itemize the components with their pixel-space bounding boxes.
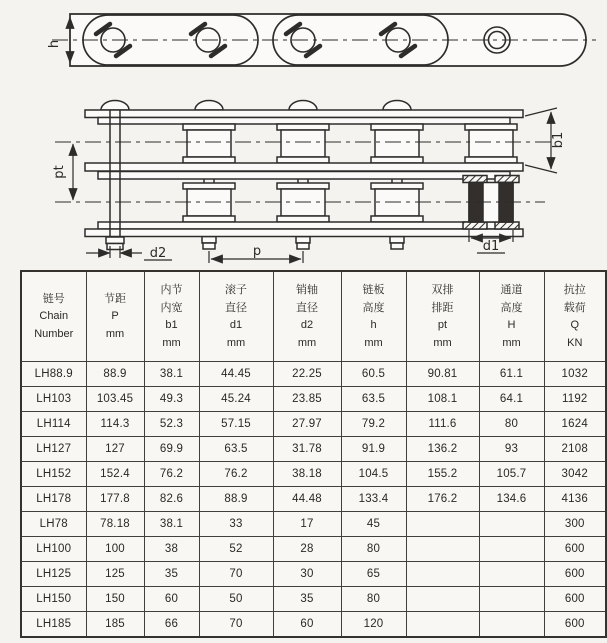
top-plates	[85, 110, 523, 124]
table-cell: 35	[273, 587, 341, 612]
table-cell: 176.2	[406, 487, 479, 512]
table-cell: LH88.9	[21, 362, 86, 387]
table-cell: 93	[479, 437, 544, 462]
table-cell: 70	[199, 612, 273, 638]
column-header: 双排 排距 pt mm	[406, 271, 479, 362]
table-cell: 50	[199, 587, 273, 612]
table-cell: 3042	[544, 462, 606, 487]
table-cell: 49.3	[144, 387, 199, 412]
table-cell	[406, 587, 479, 612]
pin-heads	[101, 101, 411, 111]
table-cell: 100	[86, 537, 144, 562]
table-cell: 52.3	[144, 412, 199, 437]
plan-view-diagram	[52, 101, 566, 264]
table-cell: 80	[479, 412, 544, 437]
table-cell: 155.2	[406, 462, 479, 487]
table-cell: 600	[544, 587, 606, 612]
table-row	[21, 362, 606, 387]
table-cell: 120	[341, 612, 406, 638]
column-header: 节距 P mm	[86, 271, 144, 362]
d2-dim-label: d2	[149, 246, 167, 261]
table-cell: 38	[144, 537, 199, 562]
b1-dim-label: b1	[551, 131, 566, 149]
table-cell: LH114	[21, 412, 86, 437]
table-cell: 2108	[544, 437, 606, 462]
table-row	[21, 387, 606, 412]
table-cell: 88.9	[86, 362, 144, 387]
table-row	[21, 462, 606, 487]
table-cell: 185	[86, 612, 144, 638]
table-cell: 80	[341, 537, 406, 562]
table-cell: 136.2	[406, 437, 479, 462]
table-cell	[479, 512, 544, 537]
bottom-plates	[85, 222, 523, 237]
table-cell: 114.3	[86, 412, 144, 437]
table-cell: 45.24	[199, 387, 273, 412]
table-cell: 65	[341, 562, 406, 587]
column-header: 内节 内宽 b1 mm	[144, 271, 199, 362]
table-cell: LH78	[21, 512, 86, 537]
table-cell: 38.18	[273, 462, 341, 487]
table-cell	[406, 537, 479, 562]
table-cell: 105.7	[479, 462, 544, 487]
table-cell: 17	[273, 512, 341, 537]
table-cell: 44.48	[273, 487, 341, 512]
column-header: 通道 高度 H mm	[479, 271, 544, 362]
table-cell	[406, 562, 479, 587]
table-cell: 127	[86, 437, 144, 462]
table-cell: 35	[144, 562, 199, 587]
table-cell	[479, 612, 544, 638]
table-cell: 4136	[544, 487, 606, 512]
table-cell: 82.6	[144, 487, 199, 512]
table-cell: 76.2	[199, 462, 273, 487]
table-cell	[479, 562, 544, 587]
side-view-diagram	[47, 14, 596, 66]
table-cell: 150	[86, 587, 144, 612]
table-cell: 133.4	[341, 487, 406, 512]
table-cell: LH185	[21, 612, 86, 638]
table-cell: LH100	[21, 537, 86, 562]
table-cell: 30	[273, 562, 341, 587]
table-row	[21, 612, 606, 638]
table-cell: 63.5	[199, 437, 273, 462]
table-cell: LH125	[21, 562, 86, 587]
table-cell	[479, 537, 544, 562]
column-header: 链号 Chain Number	[21, 271, 86, 362]
table-row	[21, 537, 606, 562]
column-header: 链板 高度 h mm	[341, 271, 406, 362]
table-cell: 52	[199, 537, 273, 562]
table-cell: 57.15	[199, 412, 273, 437]
table-cell: 91.9	[341, 437, 406, 462]
middle-plates	[85, 163, 523, 179]
table-cell: 66	[144, 612, 199, 638]
table-cell: 90.81	[406, 362, 479, 387]
table-row	[21, 487, 606, 512]
table-cell: 64.1	[479, 387, 544, 412]
table-cell: 45	[341, 512, 406, 537]
table-cell: LH178	[21, 487, 86, 512]
pt-dim-label: pt	[52, 165, 67, 179]
table-cell: 38.1	[144, 362, 199, 387]
table-cell: 600	[544, 612, 606, 638]
table-cell: 23.85	[273, 387, 341, 412]
table-cell: 44.45	[199, 362, 273, 387]
table-cell: 108.1	[406, 387, 479, 412]
table-cell: 1192	[544, 387, 606, 412]
table-cell: LH103	[21, 387, 86, 412]
p-dim-label: p	[252, 244, 262, 259]
table-cell: 125	[86, 562, 144, 587]
table-row	[21, 562, 606, 587]
table-body	[21, 362, 606, 638]
table-cell: LH150	[21, 587, 86, 612]
top-rollers	[183, 124, 517, 163]
column-header: 滚子 直径 d1 mm	[199, 271, 273, 362]
table-cell: 28	[273, 537, 341, 562]
column-header: 抗拉 载荷 Q KN	[544, 271, 606, 362]
table-cell: 76.2	[144, 462, 199, 487]
table-cell: 69.9	[144, 437, 199, 462]
pin-tails	[202, 237, 404, 250]
table-cell: 600	[544, 562, 606, 587]
column-header: 销轴 直径 d2 mm	[273, 271, 341, 362]
table-cell: 78.18	[86, 512, 144, 537]
d1-dim-label: d1	[482, 239, 500, 254]
table-cell: 177.8	[86, 487, 144, 512]
table-cell: 60.5	[341, 362, 406, 387]
table-header	[21, 271, 606, 362]
table-cell: 22.25	[273, 362, 341, 387]
table-cell: 79.2	[341, 412, 406, 437]
table-cell: 61.1	[479, 362, 544, 387]
table-cell: 38.1	[144, 512, 199, 537]
table-cell: 31.78	[273, 437, 341, 462]
table-cell: LH152	[21, 462, 86, 487]
table-cell	[406, 512, 479, 537]
h-dim-label: h	[47, 39, 62, 49]
table-cell: 63.5	[341, 387, 406, 412]
table-row	[21, 512, 606, 537]
table-row	[21, 587, 606, 612]
table-cell	[406, 612, 479, 638]
table-cell: 1032	[544, 362, 606, 387]
table-cell: 60	[144, 587, 199, 612]
table-cell	[479, 587, 544, 612]
chain-drawings	[0, 0, 607, 270]
table-cell: 80	[341, 587, 406, 612]
table-cell: LH127	[21, 437, 86, 462]
table-cell: 1624	[544, 412, 606, 437]
chain-spec-table	[20, 270, 607, 638]
table-cell: 600	[544, 537, 606, 562]
table-cell: 33	[199, 512, 273, 537]
table-cell: 88.9	[199, 487, 273, 512]
table-cell: 134.6	[479, 487, 544, 512]
table-cell: 103.45	[86, 387, 144, 412]
table-cell: 152.4	[86, 462, 144, 487]
table-cell: 27.97	[273, 412, 341, 437]
table-row	[21, 412, 606, 437]
table-cell: 104.5	[341, 462, 406, 487]
table-cell: 111.6	[406, 412, 479, 437]
table-row	[21, 437, 606, 462]
table-cell: 300	[544, 512, 606, 537]
table-cell: 60	[273, 612, 341, 638]
table-cell: 70	[199, 562, 273, 587]
